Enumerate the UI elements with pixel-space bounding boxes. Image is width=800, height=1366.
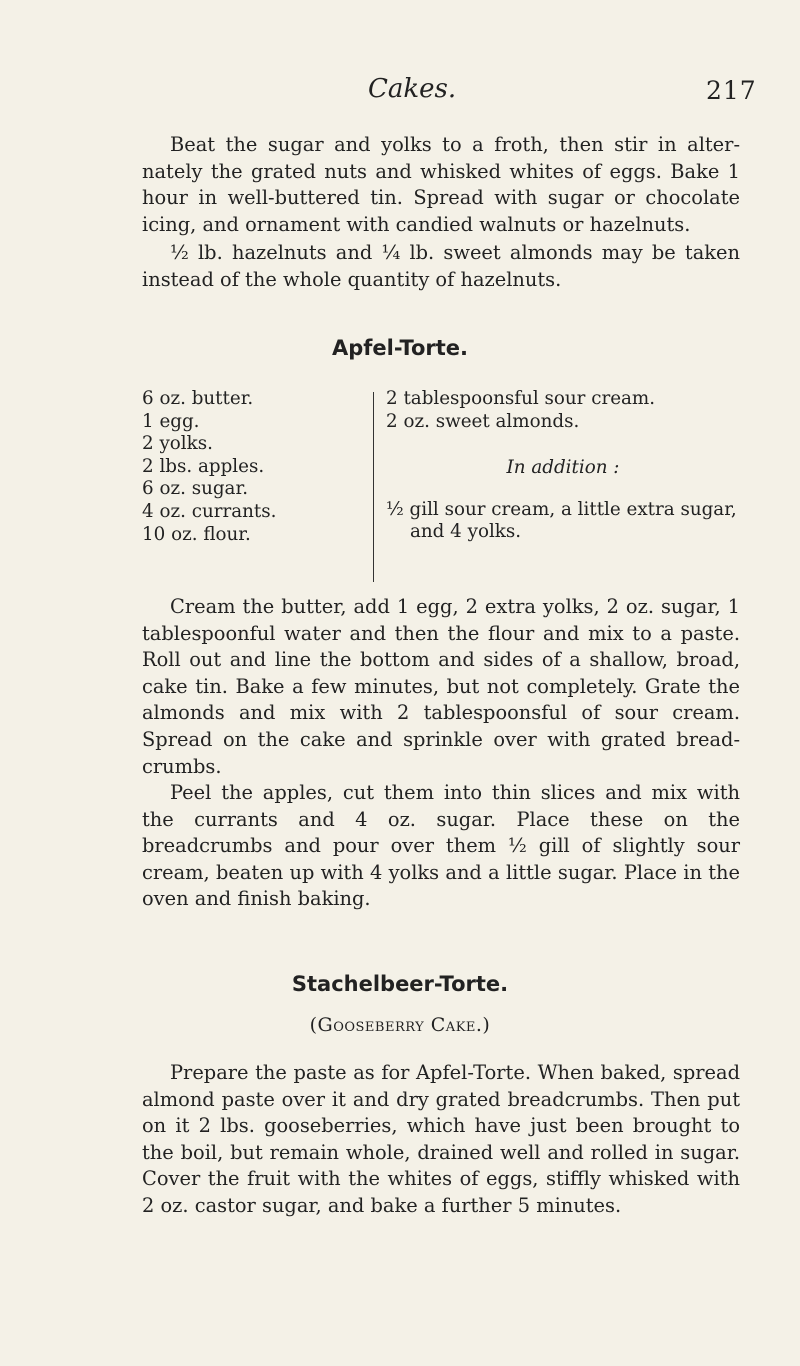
ingredient-item: 1 egg. bbox=[142, 410, 200, 432]
ingredient-item: 2 lbs. apples. bbox=[142, 455, 265, 477]
ingredient-item: 2 yolks. bbox=[142, 433, 213, 455]
page-number: 217 bbox=[706, 76, 757, 105]
addition-label: In addition : bbox=[506, 457, 620, 479]
running-head bbox=[0, 60, 800, 110]
apfel-torte-paragraph-1: Cream the butter, add 1 egg, 2 extra yolks, 2 oz. sugar, 1 tablespoonful water and then the flour and mix to a paste. Roll out and line the bottom and sides of a shallow, broad, cake tin. Bake a few minutes, but not completely. Grate the almonds and mix with 2 tablespoonsful of sour cream. Spread on the cake and sprinkle over with grated breadcrumbs. bbox=[142, 595, 740, 778]
running-title: Cakes. bbox=[368, 74, 457, 104]
ingredient-item: 4 oz. currants. bbox=[142, 500, 277, 522]
ingredient-item: 10 oz. flour. bbox=[142, 523, 251, 545]
stachelbeer-torte-paragraph: Prepare the paste as for Apfel-Torte. When baked, spread almond paste over it and dry grated breadcrumbs. Then put on it 2 lbs. gooseberries, which have just been brought to the boil, but remain whole, drained well and rolled in sugar. Cover the fruit with the whites of eggs, stiffly whisked with 2 oz. castor sugar, and bake a further 5 minutes. bbox=[142, 1061, 740, 1217]
column-divider bbox=[373, 392, 374, 582]
addition-text: ½ gill sour cream, a little extra sugar, and 4 yolks. bbox=[386, 498, 737, 543]
ingredient-item: 6 oz. sugar. bbox=[142, 478, 248, 500]
stachelbeer-torte-title: Stachelbeer-Torte. bbox=[291, 972, 509, 996]
ingredient-item: 6 oz. butter. bbox=[142, 388, 254, 409]
intro-paragraph-2: ½ lb. hazelnuts and ¼ lb. sweet almonds may be taken instead of the whole quantity of hazelnuts. bbox=[142, 241, 740, 291]
apfel-torte-title: Apfel-Torte. bbox=[331, 336, 469, 360]
stachelbeer-torte-subtitle: (Gooseberry Cake.) bbox=[309, 1014, 491, 1036]
apfel-torte-ingredients bbox=[142, 388, 740, 584]
ingredient-item: 2 tablespoonsful sour cream. bbox=[386, 388, 656, 409]
intro-paragraph-1: Beat the sugar and yolks to a froth, then stir in alternately the grated nuts and whisked whites of eggs. Bake 1 hour in well-buttered tin. Spread with sugar or chocolate icing, and ornament with candied walnuts or hazelnuts. bbox=[142, 133, 740, 236]
ingredient-item: 2 oz. sweet almonds. bbox=[386, 410, 580, 432]
ingredients-right-column bbox=[386, 388, 740, 544]
ingredients-left-column bbox=[142, 388, 367, 546]
apfel-torte-paragraph-2: Peel the apples, cut them into thin slices and mix with the currants and 4 oz. sugar. Place these on the breadcrumbs and pour over them ½ gill of slightly sour cream, beaten up with 4 yolks and a little sugar. Place in the oven and finish baking. bbox=[142, 781, 740, 911]
